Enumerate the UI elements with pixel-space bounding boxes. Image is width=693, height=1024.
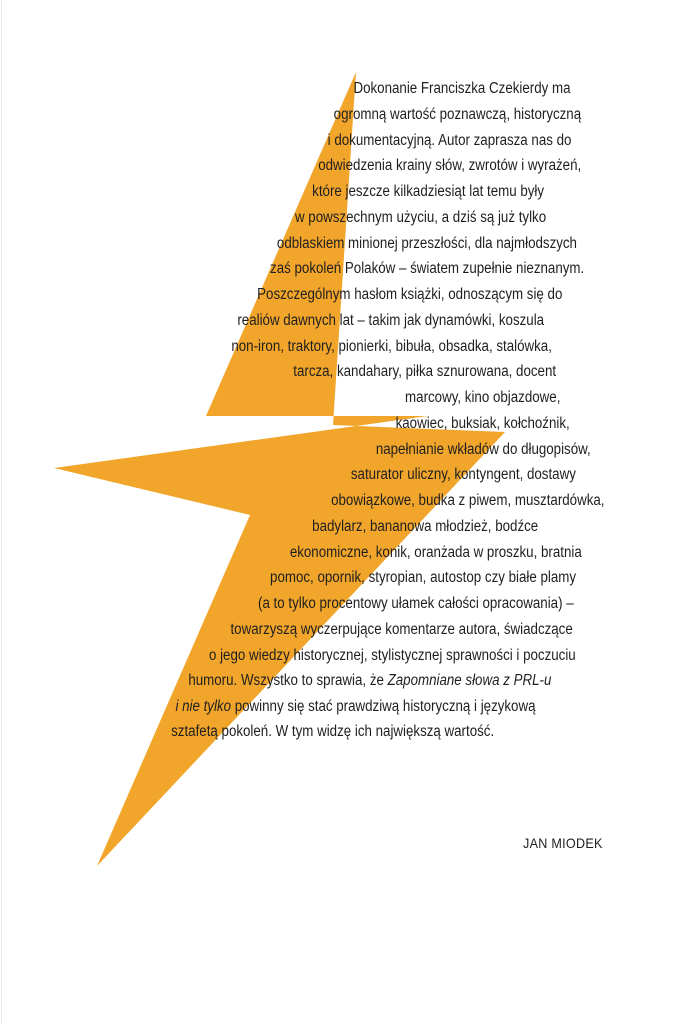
blurb-line: odblaskiem minionej przeszłości, dla najmłodszych [276,235,577,252]
blurb-line: non-iron, traktory, pionierki, bibuła, obsadka, stalówka, [231,338,552,355]
blurb-line: (a to tylko procentowy ułamek całości opracowania) – [258,595,574,612]
book-title-italic: Zapomniane słowa z PRL-u [387,672,552,689]
blurb-line: o jego wiedzy historycznej, stylistycznej sprawności i poczuciu [208,647,576,664]
blurb-line: towarzyszą wyczerpujące komentarze autora, świadczące [230,621,573,638]
blurb-line: kaowiec, buksiak, kołchoźnik, [395,415,570,432]
blurb-line: zaś pokoleń Polaków – światem zupełnie nieznanym. [270,260,585,277]
blurb-line: badylarz, bananowa młodzież, bodźce [312,518,539,535]
blurb-line: Poszczególnym hasłom książki, odnoszącym się do [257,286,563,303]
blurb-line: Dokonanie Franciszka Czekierdy ma [353,80,571,97]
blurb-text-normal: powinny się stać prawdziwą historyczną i językową [231,698,536,715]
blurb-text-normal: humoru. Wszystko to sprawia, że [188,672,388,689]
blurb-line: saturator uliczny, kontyngent, dostawy [350,466,576,483]
blurb-line [175,698,535,716]
blurb-line: tarcza, kandahary, piłka sznurowana, docent [293,363,557,380]
blurb-line: napełnianie wkładów do długopisów, [375,441,591,458]
blurb-line: ekonomiczne, konik, oranżada w proszku, bratnia [289,544,582,561]
blurb-line: w powszechnym użyciu, a dziś są już tylko [294,209,547,226]
blurb-line: i dokumentacyjną. Autor zaprasza nas do [327,132,572,149]
blurb-line: marcowy, kino objazdowe, [405,389,561,406]
blurb-line: realiów dawnych lat – takim jak dynamówki, koszula [237,312,545,329]
author-signature: JAN MIODEK [523,835,603,851]
blurb-line: odwiedzenia krainy słów, zwrotów i wyrażeń, [318,157,582,174]
blurb-line: sztafetą pokoleń. W tym widzę ich największą wartość. [171,723,495,740]
blurb-line: które jeszcze kilkadziesiąt lat temu były [312,183,545,200]
book-title-italic: i nie tylko [175,698,232,715]
blurb-line: obowiązkowe, budka z piwem, musztardówka, [331,492,605,509]
blurb-line: ogromną wartość poznawczą, historyczną [333,106,582,123]
blurb-line [188,672,551,690]
blurb-line: pomoc, opornik, styropian, autostop czy białe plamy [270,569,577,586]
